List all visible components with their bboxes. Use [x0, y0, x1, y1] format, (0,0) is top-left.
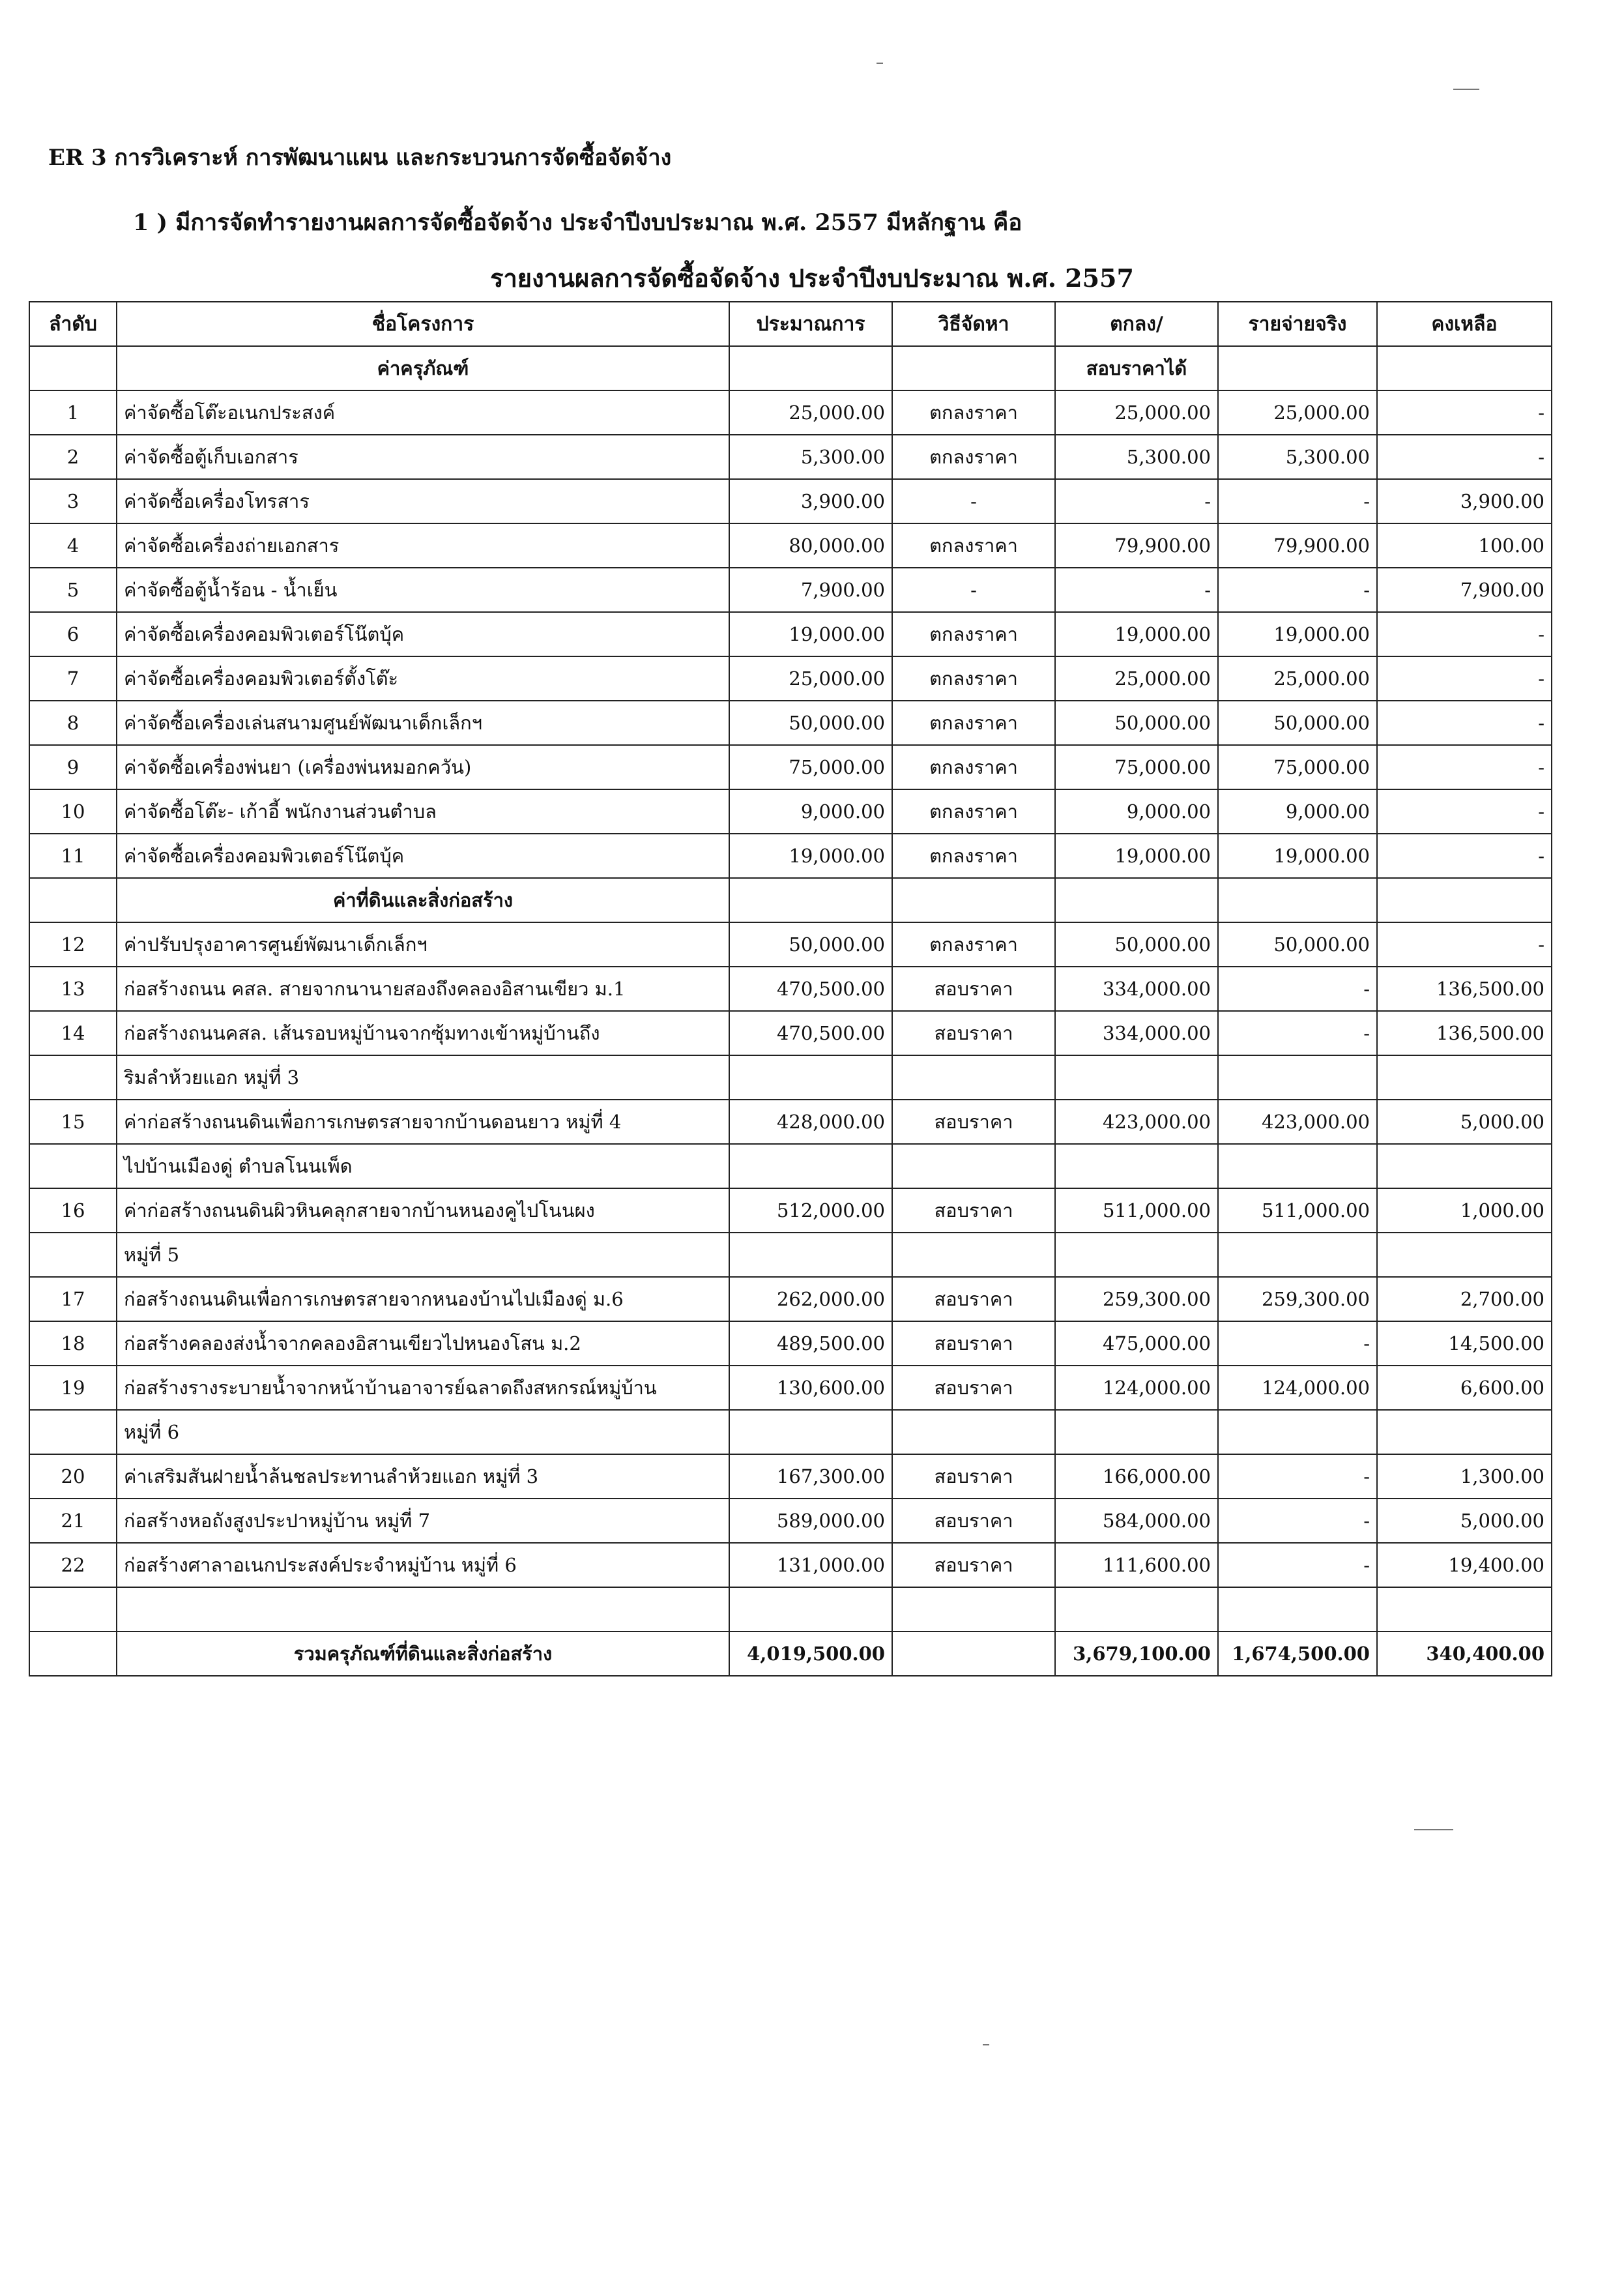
cell-remaining	[1377, 1410, 1552, 1454]
cell-estimate: 130,600.00	[729, 1366, 892, 1410]
section-row	[29, 346, 1552, 390]
cell-estimate: 131,000.00	[729, 1543, 892, 1587]
cell-remaining: -	[1377, 922, 1552, 967]
cell-paid	[1218, 1233, 1377, 1277]
cell-remaining: 1,300.00	[1377, 1454, 1552, 1499]
cell-estimate: 470,500.00	[729, 1011, 892, 1055]
cell-remaining	[1377, 1055, 1552, 1100]
cell-remaining: -	[1377, 745, 1552, 789]
cell-no: 11	[29, 834, 117, 878]
cell-agreed	[1055, 1410, 1218, 1454]
cell-paid: 9,000.00	[1218, 789, 1377, 834]
cell-agreed: 584,000.00	[1055, 1499, 1218, 1543]
cell-estimate	[729, 1144, 892, 1188]
table-row	[29, 745, 1552, 789]
cell-estimate	[729, 346, 892, 390]
cell-paid: 25,000.00	[1218, 390, 1377, 435]
cell-estimate: 3,900.00	[729, 479, 892, 523]
cell-estimate: 9,000.00	[729, 789, 892, 834]
scan-speck	[1453, 89, 1479, 90]
cell-name: ไปบ้านเมืองดู่ ตำบลโนนเพ็ด	[117, 1144, 729, 1188]
cell-name: ค่าก่อสร้างถนนดินผิวหินคลุกสายจากบ้านหนองคูไปโนนผง	[117, 1188, 729, 1233]
cell-no: 22	[29, 1543, 117, 1587]
cell-agreed: 19,000.00	[1055, 834, 1218, 878]
cell-name: หมู่ที่ 6	[117, 1410, 729, 1454]
cell-agreed: 111,600.00	[1055, 1543, 1218, 1587]
cell-remaining: -	[1377, 789, 1552, 834]
table-row	[29, 1011, 1552, 1055]
cell-estimate	[729, 1587, 892, 1632]
cell-estimate: 19,000.00	[729, 834, 892, 878]
cell-agreed: 79,900.00	[1055, 523, 1218, 568]
cell-agreed: 166,000.00	[1055, 1454, 1218, 1499]
cell-estimate: 80,000.00	[729, 523, 892, 568]
cell-method: สอบราคา	[892, 1100, 1055, 1144]
cell-paid: 25,000.00	[1218, 656, 1377, 701]
cell-name: ค่าจัดซื้อโต๊ะอเนกประสงค์	[117, 390, 729, 435]
cell-no	[29, 1632, 117, 1676]
cell-remaining: 340,400.00	[1377, 1632, 1552, 1676]
cell-remaining: 14,500.00	[1377, 1321, 1552, 1366]
cell-remaining	[1377, 878, 1552, 922]
cell-method: -	[892, 568, 1055, 612]
cell-name: รวมครุภัณฑ์ที่ดินและสิ่งก่อสร้าง	[117, 1632, 729, 1676]
cell-agreed: -	[1055, 568, 1218, 612]
continuation-row	[29, 1144, 1552, 1188]
cell-no: 7	[29, 656, 117, 701]
cell-paid: 511,000.00	[1218, 1188, 1377, 1233]
table-row	[29, 1277, 1552, 1321]
table-row	[29, 1188, 1552, 1233]
cell-name: ค่าจัดซื้อตู้น้ำร้อน - น้ำเย็น	[117, 568, 729, 612]
cell-agreed: 511,000.00	[1055, 1188, 1218, 1233]
table-row	[29, 1100, 1552, 1144]
cell-name: ค่าจัดซื้อเครื่องคอมพิวเตอร์ตั้งโต๊ะ	[117, 656, 729, 701]
cell-paid	[1218, 1144, 1377, 1188]
table-body	[29, 346, 1552, 1676]
cell-agreed: 124,000.00	[1055, 1366, 1218, 1410]
cell-remaining: -	[1377, 656, 1552, 701]
cell-agreed: 334,000.00	[1055, 967, 1218, 1011]
cell-method: สอบราคา	[892, 1454, 1055, 1499]
cell-remaining: 7,900.00	[1377, 568, 1552, 612]
cell-method: สอบราคา	[892, 1543, 1055, 1587]
cell-paid: -	[1218, 1454, 1377, 1499]
cell-name: ค่าจัดซื้อโต๊ะ- เก้าอี้ พนักงานส่วนตำบล	[117, 789, 729, 834]
cell-estimate: 7,900.00	[729, 568, 892, 612]
cell-paid: 79,900.00	[1218, 523, 1377, 568]
cell-paid: -	[1218, 1543, 1377, 1587]
cell-no: 16	[29, 1188, 117, 1233]
cell-remaining: 1,000.00	[1377, 1188, 1552, 1233]
cell-paid	[1218, 1410, 1377, 1454]
cell-paid: -	[1218, 1499, 1377, 1543]
subheading-evidence: 1 ) มีการจัดทำรายงานผลการจัดซื้อจัดจ้าง ประจำปีงบประมาณ พ.ศ. 2557 มีหลักฐาน คือ	[133, 209, 1022, 236]
cell-no	[29, 1587, 117, 1632]
scan-speck	[1414, 1829, 1453, 1830]
continuation-row	[29, 1233, 1552, 1277]
cell-remaining: 2,700.00	[1377, 1277, 1552, 1321]
scan-speck	[877, 63, 883, 64]
cell-remaining: -	[1377, 612, 1552, 656]
cell-method	[892, 1410, 1055, 1454]
cell-paid: -	[1218, 568, 1377, 612]
cell-method	[892, 1632, 1055, 1676]
cell-estimate	[729, 1410, 892, 1454]
table-row	[29, 656, 1552, 701]
cell-remaining: 5,000.00	[1377, 1499, 1552, 1543]
cell-name: ก่อสร้างรางระบายน้ำจากหน้าบ้านอาจารย์ฉลาดถึงสหกรณ์หมู่บ้าน	[117, 1366, 729, 1410]
cell-remaining: 136,500.00	[1377, 967, 1552, 1011]
cell-agreed: 334,000.00	[1055, 1011, 1218, 1055]
table-row	[29, 1543, 1552, 1587]
blank-row	[29, 1587, 1552, 1632]
cell-remaining: 100.00	[1377, 523, 1552, 568]
cell-no	[29, 878, 117, 922]
procurement-report-table	[29, 301, 1552, 1676]
cell-method: สอบราคา	[892, 1366, 1055, 1410]
cell-name: ค่าเสริมสันฝายน้ำล้นชลประทานลำห้วยแอก หมู่ที่ 3	[117, 1454, 729, 1499]
cell-name: ค่าที่ดินและสิ่งก่อสร้าง	[117, 878, 729, 922]
cell-no: 3	[29, 479, 117, 523]
cell-remaining	[1377, 1144, 1552, 1188]
cell-method: สอบราคา	[892, 1277, 1055, 1321]
total-row	[29, 1632, 1552, 1676]
cell-paid: -	[1218, 967, 1377, 1011]
cell-no: 13	[29, 967, 117, 1011]
cell-method	[892, 1587, 1055, 1632]
cell-estimate	[729, 878, 892, 922]
cell-name: ก่อสร้างถนนดินเพื่อการเกษตรสายจากหนองบ้านไปเมืองดู่ ม.6	[117, 1277, 729, 1321]
cell-no: 17	[29, 1277, 117, 1321]
table-row	[29, 789, 1552, 834]
cell-paid: 259,300.00	[1218, 1277, 1377, 1321]
continuation-row	[29, 1055, 1552, 1100]
cell-no: 19	[29, 1366, 117, 1410]
cell-estimate: 512,000.00	[729, 1188, 892, 1233]
cell-agreed: 25,000.00	[1055, 656, 1218, 701]
cell-no: 5	[29, 568, 117, 612]
cell-remaining: 136,500.00	[1377, 1011, 1552, 1055]
cell-estimate: 589,000.00	[729, 1499, 892, 1543]
cell-remaining: -	[1377, 701, 1552, 745]
report-title: รายงานผลการจัดซื้อจัดจ้าง ประจำปีงบประมาณ พ.ศ. 2557	[490, 263, 1134, 293]
cell-estimate: 489,500.00	[729, 1321, 892, 1366]
heading-er3: ER 3 การวิเคราะห์ การพัฒนาแผน และกระบวนการจัดซื้อจัดจ้าง	[48, 145, 672, 171]
cell-method	[892, 346, 1055, 390]
table-row	[29, 435, 1552, 479]
table-header-row	[29, 302, 1552, 346]
cell-name: ก่อสร้างหอถังสูงประปาหมู่บ้าน หมู่ที่ 7	[117, 1499, 729, 1543]
cell-remaining	[1377, 1587, 1552, 1632]
scan-speck	[983, 2044, 989, 2045]
cell-paid: 19,000.00	[1218, 612, 1377, 656]
cell-method: ตกลงราคา	[892, 922, 1055, 967]
cell-agreed: สอบราคาได้	[1055, 346, 1218, 390]
cell-no: 14	[29, 1011, 117, 1055]
cell-agreed: 475,000.00	[1055, 1321, 1218, 1366]
cell-paid: -	[1218, 1321, 1377, 1366]
cell-name: ค่าครุภัณฑ์	[117, 346, 729, 390]
cell-no: 21	[29, 1499, 117, 1543]
cell-no	[29, 346, 117, 390]
cell-method: ตกลงราคา	[892, 834, 1055, 878]
cell-method: ตกลงราคา	[892, 435, 1055, 479]
cell-paid: 423,000.00	[1218, 1100, 1377, 1144]
cell-agreed: 423,000.00	[1055, 1100, 1218, 1144]
cell-name: ค่าจัดซื้อเครื่องคอมพิวเตอร์โน๊ตบุ้ค	[117, 834, 729, 878]
cell-paid	[1218, 346, 1377, 390]
continuation-row	[29, 1410, 1552, 1454]
cell-method: -	[892, 479, 1055, 523]
cell-paid: 19,000.00	[1218, 834, 1377, 878]
cell-no	[29, 1410, 117, 1454]
cell-estimate: 25,000.00	[729, 656, 892, 701]
cell-remaining: 3,900.00	[1377, 479, 1552, 523]
cell-method: สอบราคา	[892, 1011, 1055, 1055]
cell-method: สอบราคา	[892, 1321, 1055, 1366]
cell-no: 6	[29, 612, 117, 656]
table-row	[29, 1499, 1552, 1543]
cell-estimate: 4,019,500.00	[729, 1632, 892, 1676]
cell-remaining	[1377, 1233, 1552, 1277]
cell-method: ตกลงราคา	[892, 523, 1055, 568]
cell-paid: -	[1218, 1011, 1377, 1055]
cell-no	[29, 1055, 117, 1100]
cell-name: ก่อสร้างถนนคสล. เส้นรอบหมู่บ้านจากซุ้มทางเข้าหมู่บ้านถึง	[117, 1011, 729, 1055]
cell-agreed: 50,000.00	[1055, 701, 1218, 745]
cell-agreed: 50,000.00	[1055, 922, 1218, 967]
table-row	[29, 523, 1552, 568]
cell-name: ก่อสร้างศาลาอเนกประสงค์ประจำหมู่บ้าน หมู่ที่ 6	[117, 1543, 729, 1587]
cell-name: ค่าจัดซื้อเครื่องถ่ายเอกสาร	[117, 523, 729, 568]
cell-no: 20	[29, 1454, 117, 1499]
cell-name: ค่าจัดซื้อเครื่องคอมพิวเตอร์โน๊ตบุ้ค	[117, 612, 729, 656]
cell-method: ตกลงราคา	[892, 656, 1055, 701]
cell-agreed: 259,300.00	[1055, 1277, 1218, 1321]
cell-no: 12	[29, 922, 117, 967]
cell-name: ค่าจัดซื้อเครื่องเล่นสนามศูนย์พัฒนาเด็กเล็กฯ	[117, 701, 729, 745]
cell-remaining: 5,000.00	[1377, 1100, 1552, 1144]
cell-name: ก่อสร้างคลองส่งน้ำจากคลองอิสานเขียวไปหนองโสน ม.2	[117, 1321, 729, 1366]
section-row	[29, 878, 1552, 922]
cell-no	[29, 1233, 117, 1277]
cell-paid	[1218, 878, 1377, 922]
cell-agreed: 19,000.00	[1055, 612, 1218, 656]
col-header-no: ลำดับ	[29, 302, 117, 346]
cell-agreed	[1055, 1233, 1218, 1277]
cell-remaining: 6,600.00	[1377, 1366, 1552, 1410]
col-header-method: วิธีจัดหา	[892, 302, 1055, 346]
cell-paid: 124,000.00	[1218, 1366, 1377, 1410]
cell-agreed: -	[1055, 479, 1218, 523]
cell-remaining: -	[1377, 834, 1552, 878]
cell-estimate: 167,300.00	[729, 1454, 892, 1499]
cell-name: ค่าปรับปรุงอาคารศูนย์พัฒนาเด็กเล็กฯ	[117, 922, 729, 967]
cell-no: 15	[29, 1100, 117, 1144]
table-row	[29, 479, 1552, 523]
cell-no: 1	[29, 390, 117, 435]
cell-name: ริมลำห้วยแอก หมู่ที่ 3	[117, 1055, 729, 1100]
cell-method: ตกลงราคา	[892, 612, 1055, 656]
cell-name: ค่าจัดซื้อเครื่องพ่นยา (เครื่องพ่นหมอกควัน)	[117, 745, 729, 789]
cell-remaining	[1377, 346, 1552, 390]
col-header-name: ชื่อโครงการ	[117, 302, 729, 346]
cell-paid: -	[1218, 479, 1377, 523]
cell-paid: 75,000.00	[1218, 745, 1377, 789]
cell-method: สอบราคา	[892, 1188, 1055, 1233]
cell-agreed: 3,679,100.00	[1055, 1632, 1218, 1676]
cell-name: ค่าจัดซื้อเครื่องโทรสาร	[117, 479, 729, 523]
cell-estimate: 470,500.00	[729, 967, 892, 1011]
cell-no: 4	[29, 523, 117, 568]
cell-paid	[1218, 1587, 1377, 1632]
cell-method: ตกลงราคา	[892, 701, 1055, 745]
table-row	[29, 612, 1552, 656]
cell-method	[892, 1144, 1055, 1188]
cell-estimate: 25,000.00	[729, 390, 892, 435]
cell-agreed	[1055, 1144, 1218, 1188]
cell-paid	[1218, 1055, 1377, 1100]
table-row	[29, 922, 1552, 967]
table-row	[29, 1366, 1552, 1410]
cell-method: ตกลงราคา	[892, 789, 1055, 834]
cell-name: ก่อสร้างถนน คสล. สายจากนานายสองถึงคลองอิสานเขียว ม.1	[117, 967, 729, 1011]
col-header-remaining: คงเหลือ	[1377, 302, 1552, 346]
table-row	[29, 701, 1552, 745]
cell-estimate: 262,000.00	[729, 1277, 892, 1321]
col-header-agreed: ตกลง/	[1055, 302, 1218, 346]
table-row	[29, 568, 1552, 612]
cell-method	[892, 1055, 1055, 1100]
cell-paid: 50,000.00	[1218, 922, 1377, 967]
cell-remaining: 19,400.00	[1377, 1543, 1552, 1587]
cell-no: 18	[29, 1321, 117, 1366]
table-row	[29, 390, 1552, 435]
cell-paid: 1,674,500.00	[1218, 1632, 1377, 1676]
cell-estimate: 5,300.00	[729, 435, 892, 479]
cell-estimate: 428,000.00	[729, 1100, 892, 1144]
cell-agreed	[1055, 1587, 1218, 1632]
cell-agreed: 25,000.00	[1055, 390, 1218, 435]
cell-paid: 50,000.00	[1218, 701, 1377, 745]
cell-paid: 5,300.00	[1218, 435, 1377, 479]
table-row	[29, 967, 1552, 1011]
table-row	[29, 834, 1552, 878]
cell-agreed: 5,300.00	[1055, 435, 1218, 479]
cell-agreed	[1055, 1055, 1218, 1100]
cell-name: ค่าก่อสร้างถนนดินเพื่อการเกษตรสายจากบ้านดอนยาว หมู่ที่ 4	[117, 1100, 729, 1144]
cell-estimate: 50,000.00	[729, 701, 892, 745]
cell-method	[892, 1233, 1055, 1277]
table-row	[29, 1321, 1552, 1366]
cell-no: 9	[29, 745, 117, 789]
cell-no: 8	[29, 701, 117, 745]
cell-no	[29, 1144, 117, 1188]
cell-remaining: -	[1377, 435, 1552, 479]
cell-agreed: 75,000.00	[1055, 745, 1218, 789]
cell-agreed	[1055, 878, 1218, 922]
cell-no: 10	[29, 789, 117, 834]
col-header-estimate: ประมาณการ	[729, 302, 892, 346]
cell-estimate: 75,000.00	[729, 745, 892, 789]
table-row	[29, 1454, 1552, 1499]
cell-estimate: 50,000.00	[729, 922, 892, 967]
cell-name: หมู่ที่ 5	[117, 1233, 729, 1277]
cell-name: ค่าจัดซื้อตู้เก็บเอกสาร	[117, 435, 729, 479]
cell-method	[892, 878, 1055, 922]
cell-remaining: -	[1377, 390, 1552, 435]
cell-estimate	[729, 1233, 892, 1277]
cell-method: ตกลงราคา	[892, 745, 1055, 789]
cell-agreed: 9,000.00	[1055, 789, 1218, 834]
cell-no: 2	[29, 435, 117, 479]
cell-estimate	[729, 1055, 892, 1100]
col-header-paid: รายจ่ายจริง	[1218, 302, 1377, 346]
cell-estimate: 19,000.00	[729, 612, 892, 656]
cell-method: สอบราคา	[892, 1499, 1055, 1543]
cell-method: ตกลงราคา	[892, 390, 1055, 435]
cell-name	[117, 1587, 729, 1632]
cell-method: สอบราคา	[892, 967, 1055, 1011]
